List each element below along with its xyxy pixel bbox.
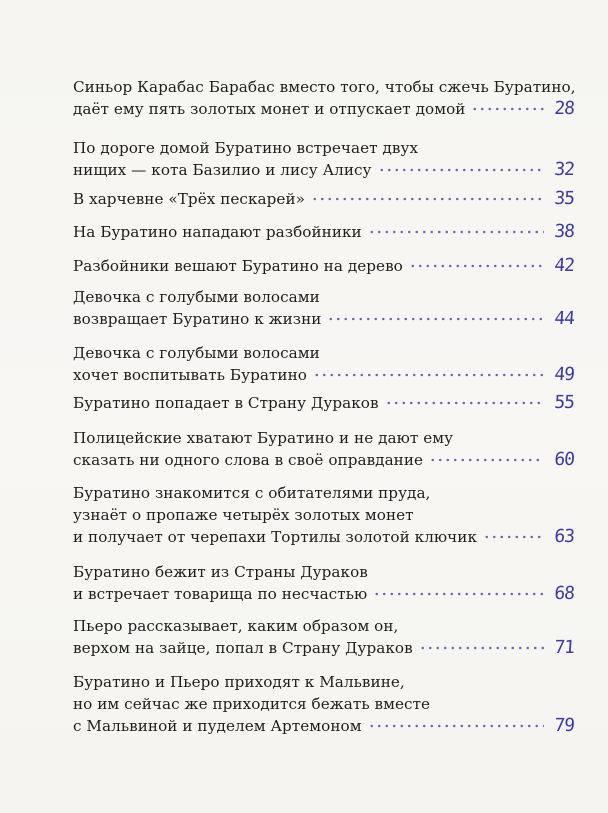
toc-entry-text: Полицейские хватают Буратино и не дают ему	[73, 429, 454, 447]
toc-entry-text: Буратино знакомится с обитателями пруда,	[73, 484, 431, 502]
toc-entry-text: Буратино и Пьеро приходят к Мальвине,	[73, 673, 405, 691]
toc-entry-text: и получает от черепахи Тортилы золотой ключик	[73, 528, 477, 546]
page-number[interactable]: 79	[553, 715, 575, 736]
toc-entry-text: возвращает Буратино к жизни	[73, 310, 322, 328]
toc-entry-line	[73, 561, 574, 583]
toc-entry-text: В харчевне «Трёх пескарей»	[73, 190, 305, 208]
toc-entry-line	[73, 159, 574, 181]
dot-leader	[373, 589, 544, 599]
toc-entry[interactable]	[73, 221, 574, 243]
toc-entry-text: Девочка с голубыми волосами	[73, 344, 320, 362]
toc-entry[interactable]	[73, 76, 574, 120]
toc-entry-text: Буратино бежит из Страны Дураков	[73, 563, 368, 581]
toc-entry-text: и встречает товарища по несчастью	[73, 585, 368, 603]
toc-entry[interactable]	[73, 671, 574, 737]
toc-entry-line	[73, 221, 574, 243]
toc-entry-text: Буратино попадает в Страну Дураков	[73, 394, 379, 412]
toc-entry-line	[73, 583, 574, 605]
page-number[interactable]: 68	[553, 583, 575, 604]
toc-entry-line	[73, 255, 574, 277]
dot-leader	[409, 261, 544, 271]
dot-leader	[327, 314, 544, 324]
page-number[interactable]: 60	[553, 449, 575, 470]
dot-leader	[419, 643, 544, 653]
toc-entry-text: Девочка с голубыми волосами	[73, 288, 320, 306]
toc-entry-line	[73, 286, 574, 308]
page-number[interactable]: 28	[553, 98, 575, 119]
toc-entry[interactable]	[73, 342, 574, 386]
toc-entry-line	[73, 98, 574, 120]
toc-entry-line	[73, 342, 574, 364]
toc-entry-text: Разбойники вешают Буратино на дерево	[73, 257, 403, 275]
toc-entry[interactable]	[73, 482, 574, 548]
toc-entry-line	[73, 715, 574, 737]
dot-leader	[378, 165, 544, 175]
toc-entry-text: узнаёт о пропаже четырёх золотых монет	[73, 506, 414, 524]
toc-entry-text: Пьеро рассказывает, каким образом он,	[73, 617, 399, 635]
dot-leader	[385, 398, 544, 408]
page-number[interactable]: 63	[553, 526, 575, 547]
dot-leader	[368, 227, 544, 237]
toc-entry-text: Синьор Карабас Барабас вместо того, чтобы сжечь Буратино,	[73, 78, 576, 96]
dot-leader	[429, 455, 544, 465]
dot-leader	[313, 370, 544, 380]
page-number[interactable]: 55	[553, 392, 575, 413]
toc-entry-line	[73, 76, 574, 98]
toc-entry-line	[73, 504, 574, 526]
toc-entry[interactable]	[73, 255, 574, 277]
toc-entry-text: но им сейчас же приходится бежать вместе	[73, 695, 431, 713]
dot-leader	[368, 721, 544, 731]
toc-entry-text: с Мальвиной и пуделем Артемоном	[73, 717, 362, 735]
toc-entry-line	[73, 693, 574, 715]
toc-entry[interactable]	[73, 427, 574, 471]
page-number[interactable]: 71	[553, 637, 575, 658]
page-number[interactable]: 42	[553, 255, 575, 276]
dot-leader	[483, 532, 544, 542]
toc-entry[interactable]	[73, 392, 574, 414]
toc-entry[interactable]	[73, 188, 574, 210]
toc-entry-text: По дороге домой Буратино встречает двух	[73, 139, 419, 157]
toc-entry[interactable]	[73, 137, 574, 181]
page-number[interactable]: 32	[553, 159, 575, 180]
toc-entry[interactable]	[73, 615, 574, 659]
dot-leader	[311, 194, 544, 204]
toc-entry-line	[73, 482, 574, 504]
dot-leader	[471, 104, 544, 114]
toc-entry-line	[73, 188, 574, 210]
page-number[interactable]: 35	[553, 188, 575, 209]
toc-entry-line	[73, 137, 574, 159]
toc-entry-line	[73, 526, 574, 548]
page-number[interactable]: 49	[553, 364, 575, 385]
toc-entry-text: На Буратино нападают разбойники	[73, 223, 362, 241]
toc-entry-line	[73, 364, 574, 386]
toc-entry-text: даёт ему пять золотых монет и отпускает домой	[73, 100, 466, 118]
toc-entry-text: нищих — кота Базилио и лису Алису	[73, 161, 372, 179]
page-number[interactable]: 44	[553, 308, 575, 329]
toc-entry[interactable]	[73, 286, 574, 330]
toc-entry[interactable]	[73, 561, 574, 605]
toc-entry-line	[73, 637, 574, 659]
toc-entry-text: верхом на зайце, попал в Страну Дураков	[73, 639, 413, 657]
toc-entry-line	[73, 427, 574, 449]
toc-entry-line	[73, 615, 574, 637]
page-number[interactable]: 38	[553, 221, 575, 242]
toc-entry-text: хочет воспитывать Буратино	[73, 366, 307, 384]
toc-entry-line	[73, 392, 574, 414]
toc-entry-line	[73, 308, 574, 330]
toc-entry-text: сказать ни одного слова в своё оправдание	[73, 451, 424, 469]
toc-entry-line	[73, 671, 574, 693]
toc-entry-line	[73, 449, 574, 471]
